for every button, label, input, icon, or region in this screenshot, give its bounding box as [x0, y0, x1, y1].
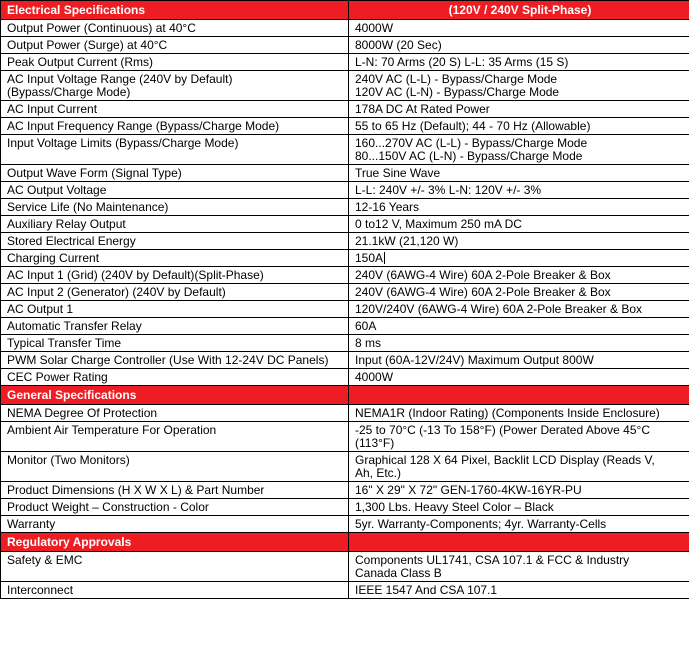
section-subtitle-text: [355, 386, 685, 389]
spec-label-line: Typical Transfer Time: [7, 336, 122, 350]
section-subtitle-text: (120V / 240V Split-Phase): [448, 3, 592, 17]
spec-label-cell: [1, 20, 349, 37]
spec-label: [7, 582, 344, 597]
spec-label-line: Output Wave Form (Signal Type): [7, 166, 182, 180]
spec-value: [355, 352, 685, 367]
spec-label-line: AC Input 1 (Grid) (240V by Default)(Split-Phase): [7, 268, 264, 282]
spec-label: [7, 54, 344, 69]
spec-value-cell: [349, 118, 689, 135]
spec-label-line: Monitor (Two Monitors): [7, 453, 130, 467]
spec-label-cell: [1, 250, 349, 267]
spec-value-line: Canada Class B: [355, 566, 442, 580]
spec-value-cell: [349, 499, 689, 516]
table-row: [1, 516, 689, 533]
spec-label-line: Product Dimensions (H X W X L) & Part Number: [7, 483, 265, 497]
table-row: [1, 499, 689, 516]
spec-label: [7, 405, 344, 420]
spec-value-line: Components UL1741, CSA 107.1 & FCC & Industry: [355, 553, 630, 567]
spec-label-cell: [1, 335, 349, 352]
spec-label-line: AC Input Voltage Range (240V by Default): [7, 72, 233, 86]
section-header-row: [1, 533, 689, 552]
spec-value-line: 12-16 Years: [355, 200, 420, 214]
spec-value-cell: [349, 54, 689, 71]
spec-label: [7, 335, 344, 350]
spec-value: [355, 422, 685, 450]
table-row: [1, 552, 689, 582]
section-subtitle-text: [355, 533, 685, 536]
spec-label-line: Output Power (Surge) at 40°C: [7, 38, 168, 52]
spec-value-line: 4000W: [355, 370, 394, 384]
spec-label-cell: [1, 552, 349, 582]
spec-value-line: 178A DC At Rated Power: [355, 102, 490, 116]
spec-value-line: 1,300 Lbs. Heavy Steel Color – Black: [355, 500, 554, 514]
spec-label-cell: [1, 284, 349, 301]
spec-label-cell: [1, 135, 349, 165]
spec-label-line: Peak Output Current (Rms): [7, 55, 154, 69]
spec-value-line: True Sine Wave: [355, 166, 441, 180]
spec-value: [355, 135, 685, 163]
spec-label-line: Safety & EMC: [7, 553, 83, 567]
spec-label-line: Ambient Air Temperature For Operation: [7, 423, 217, 437]
section-title-text: General Specifications: [7, 388, 137, 402]
spec-value-cell: [349, 233, 689, 250]
spec-value-line: 120V AC (L-N) - Bypass/Charge Mode: [355, 85, 560, 99]
spec-label: [7, 267, 344, 282]
spec-value-line: Graphical 128 X 64 Pixel, Backlit LCD Display (Reads V,: [355, 453, 655, 467]
spec-label-cell: [1, 71, 349, 101]
spec-label: [7, 422, 344, 437]
section-title: [1, 533, 349, 552]
table-row: [1, 369, 689, 386]
spec-label-line: Charging Current: [7, 251, 100, 265]
table-row: [1, 199, 689, 216]
spec-value-cell: [349, 452, 689, 482]
spec-label-line: CEC Power Rating: [7, 370, 108, 384]
spec-label: [7, 318, 344, 333]
spec-value-line: 120V/240V (6AWG-4 Wire) 60A 2-Pole Breaker & Box: [355, 302, 643, 316]
spec-value: [355, 118, 685, 133]
table-row: [1, 71, 689, 101]
spec-value-cell: [349, 335, 689, 352]
section-title: [1, 386, 349, 405]
table-row: [1, 352, 689, 369]
table-row: [1, 582, 689, 599]
spec-label: [7, 369, 344, 384]
spec-value: [355, 482, 685, 497]
spec-label-cell: [1, 216, 349, 233]
spec-value-cell: [349, 250, 689, 267]
spec-value-cell: [349, 422, 689, 452]
table-row: [1, 165, 689, 182]
table-row: [1, 452, 689, 482]
spec-label: [7, 250, 344, 265]
spec-value-cell: [349, 71, 689, 101]
spec-label: [7, 199, 344, 214]
spec-value-cell: [349, 165, 689, 182]
spec-label: [7, 352, 344, 367]
table-row: [1, 101, 689, 118]
spec-value-line: 240V (6AWG-4 Wire) 60A 2-Pole Breaker & Box: [355, 268, 611, 282]
spec-value-cell: [349, 267, 689, 284]
spec-value: [355, 301, 685, 316]
table-row: [1, 335, 689, 352]
text-cursor-icon: [384, 252, 385, 264]
table-row: [1, 405, 689, 422]
spec-value-line: 80...150V AC (L-N) - Bypass/Charge Mode: [355, 149, 583, 163]
spec-value-line: 16" X 29" X 72" GEN-1760-4KW-16YR-PU: [355, 483, 582, 497]
spec-label: [7, 552, 344, 567]
spec-value-line: NEMA1R (Indoor Rating) (Components Inside Enclosure): [355, 406, 660, 420]
section-subtitle: [349, 1, 689, 20]
spec-label-line: Auxiliary Relay Output: [7, 217, 126, 231]
spec-value-cell: [349, 552, 689, 582]
spec-label-cell: [1, 199, 349, 216]
spec-label-cell: [1, 101, 349, 118]
spec-label: [7, 71, 344, 99]
spec-label-cell: [1, 118, 349, 135]
spec-value-line: 240V (6AWG-4 Wire) 60A 2-Pole Breaker & Box: [355, 285, 611, 299]
table-row: [1, 216, 689, 233]
spec-value-line: 0 to12 V, Maximum 250 mA DC: [355, 217, 522, 231]
spec-value-line: 5yr. Warranty-Components; 4yr. Warranty-Cells: [355, 517, 607, 531]
spec-label-cell: [1, 582, 349, 599]
spec-value: [355, 499, 685, 514]
spec-label-line: AC Output 1: [7, 302, 74, 316]
section-subtitle: [349, 386, 689, 405]
spec-label-cell: [1, 267, 349, 284]
spec-label-cell: [1, 482, 349, 499]
spec-label-line: (Bypass/Charge Mode): [7, 85, 131, 99]
section-header-row: [1, 1, 689, 20]
table-row: [1, 284, 689, 301]
section-title-text: Regulatory Approvals: [7, 535, 132, 549]
spec-label-line: Automatic Transfer Relay: [7, 319, 142, 333]
spec-value: [355, 552, 685, 580]
spec-label: [7, 301, 344, 316]
spec-label: [7, 284, 344, 299]
table-row: [1, 267, 689, 284]
table-row: [1, 482, 689, 499]
spec-label: [7, 101, 344, 116]
spec-label-line: Interconnect: [7, 583, 74, 597]
table-row: [1, 233, 689, 250]
table-row: [1, 135, 689, 165]
spec-value-cell: [349, 20, 689, 37]
spec-value: [355, 233, 685, 248]
spec-value: [355, 516, 685, 531]
spec-label-cell: [1, 54, 349, 71]
spec-value: [355, 369, 685, 384]
spec-value-cell: [349, 199, 689, 216]
table-row: [1, 250, 689, 267]
spec-value-cell: [349, 216, 689, 233]
spec-value: [355, 101, 685, 116]
spec-label-line: AC Output Voltage: [7, 183, 107, 197]
spec-value: [355, 199, 685, 214]
spec-label-cell: [1, 301, 349, 318]
spec-value-line: IEEE 1547 And CSA 107.1: [355, 583, 498, 597]
spec-label-cell: [1, 318, 349, 335]
spec-value-line: 150A: [355, 251, 384, 265]
spec-label-cell: [1, 233, 349, 250]
spec-label-cell: [1, 499, 349, 516]
spec-label: [7, 216, 344, 231]
spec-value-cell: [349, 582, 689, 599]
spec-value: [355, 318, 685, 333]
spec-value: [355, 165, 685, 180]
spec-value: [355, 335, 685, 350]
spec-value: [355, 284, 685, 299]
spec-label-line: Output Power (Continuous) at 40°C: [7, 21, 196, 35]
spec-value-cell: [349, 284, 689, 301]
spec-value: [355, 216, 685, 231]
spec-value-line: 55 to 65 Hz (Default); 44 - 70 Hz (Allowable): [355, 119, 591, 133]
spec-label-line: Warranty: [7, 517, 56, 531]
spec-value-cell: [349, 301, 689, 318]
table-row: [1, 182, 689, 199]
spec-label: [7, 482, 344, 497]
spec-value: [355, 405, 685, 420]
spec-value-cell: [349, 352, 689, 369]
spec-label-cell: [1, 37, 349, 54]
spec-value-line: 8 ms: [355, 336, 382, 350]
section-subtitle: [349, 533, 689, 552]
spec-value-line: 160...270V AC (L-L) - Bypass/Charge Mode: [355, 136, 588, 150]
table-row: [1, 301, 689, 318]
spec-label-line: AC Input Frequency Range (Bypass/Charge Mode): [7, 119, 280, 133]
spec-value-line: 4000W: [355, 21, 394, 35]
table-row: [1, 37, 689, 54]
table-row: [1, 118, 689, 135]
spec-value: [355, 37, 685, 52]
spec-value: [355, 452, 685, 480]
spec-value-line: -25 to 70°C (-13 To 158°F) (Power Derated Above 45°C: [355, 423, 650, 437]
spec-label: [7, 499, 344, 514]
table-row: [1, 20, 689, 37]
table-row: [1, 318, 689, 335]
spec-label-line: AC Input 2 (Generator) (240V by Default): [7, 285, 226, 299]
spec-label: [7, 516, 344, 531]
spec-label-cell: [1, 182, 349, 199]
spec-label-line: Product Weight – Construction - Color: [7, 500, 209, 514]
spec-label-line: Input Voltage Limits (Bypass/Charge Mode): [7, 136, 239, 150]
spec-value-cell: [349, 516, 689, 533]
spec-value-cell: [349, 405, 689, 422]
spec-label: [7, 182, 344, 197]
spec-value-line: L-L: 240V +/- 3% L-N: 120V +/- 3%: [355, 183, 542, 197]
spec-label-cell: [1, 165, 349, 182]
spec-value: [355, 250, 685, 265]
spec-value: [355, 582, 685, 597]
spec-label-line: Service Life (No Maintenance): [7, 200, 169, 214]
spec-value-cell: [349, 369, 689, 386]
spec-value-cell: [349, 182, 689, 199]
spec-value: [355, 267, 685, 282]
spec-label: [7, 452, 344, 467]
spec-value-line: 60A: [355, 319, 377, 333]
table-row: [1, 54, 689, 71]
spec-value-cell: [349, 37, 689, 54]
section-header-row: [1, 386, 689, 405]
spec-value-line: (113°F): [355, 436, 395, 450]
spec-label: [7, 37, 344, 52]
section-title: [1, 1, 349, 20]
spec-value-line: 240V AC (L-L) - Bypass/Charge Mode: [355, 72, 558, 86]
spec-value-cell: [349, 101, 689, 118]
spec-label-cell: [1, 405, 349, 422]
spec-value-cell: [349, 318, 689, 335]
table-row: [1, 422, 689, 452]
spec-label-cell: [1, 516, 349, 533]
spec-label-cell: [1, 422, 349, 452]
spec-value-cell: [349, 135, 689, 165]
spec-label-cell: [1, 452, 349, 482]
spec-value-line: 21.1kW (21,120 W): [355, 234, 459, 248]
spec-value: [355, 71, 685, 99]
spec-label-line: NEMA Degree Of Protection: [7, 406, 158, 420]
spec-label: [7, 20, 344, 35]
spec-label-line: Stored Electrical Energy: [7, 234, 136, 248]
specifications-table-body: [1, 1, 689, 599]
spec-value-line: Input (60A-12V/24V) Maximum Output 800W: [355, 353, 594, 367]
spec-label: [7, 135, 344, 150]
spec-value: [355, 182, 685, 197]
spec-label: [7, 118, 344, 133]
spec-label-cell: [1, 369, 349, 386]
section-title-text: Electrical Specifications: [7, 3, 146, 17]
spec-label: [7, 165, 344, 180]
spec-label-line: AC Input Current: [7, 102, 98, 116]
spec-value: [355, 54, 685, 69]
spec-label: [7, 233, 344, 248]
spec-value-line: 8000W (20 Sec): [355, 38, 442, 52]
spec-value-cell: [349, 482, 689, 499]
spec-label-line: PWM Solar Charge Controller (Use With 12-24V DC Panels): [7, 353, 329, 367]
spec-value: [355, 20, 685, 35]
spec-label-cell: [1, 352, 349, 369]
spec-value-line: L-N: 70 Arms (20 S) L-L: 35 Arms (15 S): [355, 55, 569, 69]
spec-value-line: Ah, Etc.): [355, 466, 402, 480]
